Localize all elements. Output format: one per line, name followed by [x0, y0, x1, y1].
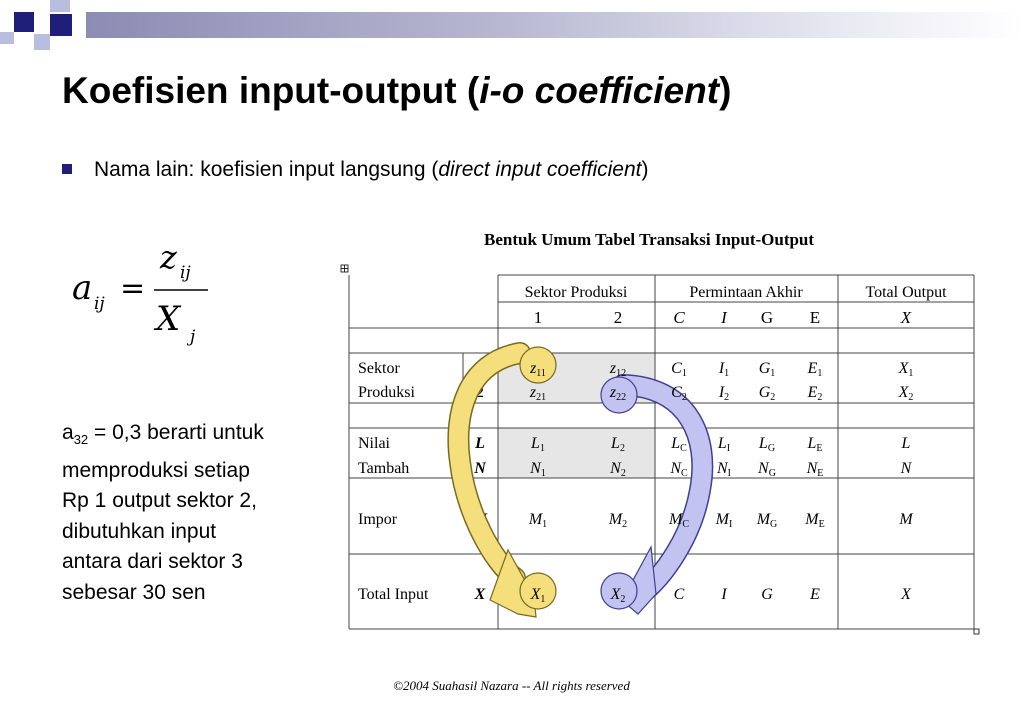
- formula-lhs-sub: ij: [94, 294, 105, 314]
- subheader-i: I: [721, 308, 727, 327]
- explanation-line-4: dibutuhkan input: [62, 519, 217, 543]
- explanation-text: [62, 418, 332, 608]
- anchor-mark-corner-icon: [974, 629, 979, 634]
- bullet-square-icon: [62, 164, 72, 174]
- subheader-e: E: [809, 308, 821, 327]
- bullet-italic: direct input coefficient: [438, 158, 642, 181]
- row-label-tambah: Tambah: [358, 460, 410, 477]
- formula-denominator-sub: j: [190, 327, 196, 347]
- row-label-nilai: Nilai: [358, 435, 390, 452]
- subheader-x: X: [900, 308, 912, 327]
- corner-square-lavender-2: [34, 34, 50, 50]
- cell-r3-c2: L2: [611, 435, 625, 454]
- subheader-2: 2: [613, 308, 623, 327]
- cell-r6-c5: G: [761, 586, 773, 603]
- copyright-footer: ©2004 Suahasil Nazara -- All rights reserved: [393, 678, 630, 693]
- row-label-sektor: Sektor: [358, 360, 400, 377]
- title-main: Koefisien input-output (: [62, 70, 480, 111]
- table-title: Bentuk Umum Tabel Transaksi Input-Output: [484, 230, 815, 249]
- explanation-line-5: antara dari sektor 3: [62, 550, 243, 574]
- cell-r6-c2: X2: [610, 586, 626, 605]
- cell-r5-c4: MI: [715, 511, 733, 530]
- row-label-total-input: Total Input: [358, 586, 429, 603]
- subheader-1: 1: [533, 308, 543, 327]
- title-close: ): [719, 70, 732, 111]
- header-gradient-bar: [86, 12, 1023, 38]
- subheader-c: C: [673, 308, 685, 327]
- explanation-line-3: Rp 1 output sektor 2,: [62, 489, 257, 513]
- cell-r4-c7: N: [900, 460, 912, 477]
- cell-r5-c2: M2: [608, 511, 628, 530]
- formula-equals: =: [120, 271, 146, 306]
- cell-r3-c3: LC: [671, 435, 687, 454]
- row-code-2: 2: [476, 384, 484, 401]
- cell-r1-c3: C1: [671, 360, 687, 379]
- cell-r2-c6: E2: [807, 384, 823, 403]
- header-total-output: Total Output: [865, 284, 947, 301]
- corner-square-lavender-3: [0, 32, 14, 44]
- cell-r1-c7: X1: [898, 360, 914, 379]
- bullet-text: Nama lain: koefisien input langsung (: [94, 158, 439, 181]
- cell-r2-c2: z22: [609, 384, 627, 403]
- cell-r6-c3: C: [673, 586, 685, 603]
- cell-r3-c1: L1: [531, 435, 545, 454]
- title-italic: i-o coefficient: [479, 70, 720, 111]
- header-sektor-produksi: Sektor Produksi: [524, 284, 628, 301]
- cell-r3-c6: LE: [807, 435, 823, 454]
- cell-r1-c4: I1: [718, 360, 730, 379]
- explanation-line-2: memproduksi setiap: [62, 458, 250, 482]
- explanation-a: a: [62, 421, 74, 444]
- cell-r4-c4: NI: [716, 460, 732, 479]
- row-labels: [358, 360, 429, 603]
- cell-r5-c3: MC: [669, 511, 689, 530]
- cell-r4-c3: NC: [670, 460, 688, 479]
- explanation-first-text: = 0,3 berarti untuk: [88, 421, 264, 444]
- cell-r2-c7: X2: [898, 384, 914, 403]
- cell-r6-c6: E: [810, 586, 820, 603]
- cell-r1-c6: E1: [807, 360, 823, 379]
- cell-r5-c7: M: [899, 511, 913, 528]
- row-code-x: X: [474, 586, 486, 603]
- cell-r2-c1: z21: [529, 384, 547, 403]
- cell-r4-c6: NE: [806, 460, 824, 479]
- cell-r4-c1: N1: [530, 460, 546, 479]
- corner-square-navy: [14, 12, 34, 32]
- row-code-1: 1: [476, 360, 484, 377]
- formula-denominator: X: [156, 299, 181, 339]
- cell-r1-c2: z12: [609, 360, 627, 379]
- cell-r3-c7: L: [901, 435, 911, 452]
- cell-r2-c5: G2: [758, 384, 776, 403]
- subheader-g: G: [760, 308, 774, 327]
- bullet-item: [62, 158, 648, 182]
- cell-r5-c6: ME: [805, 511, 825, 530]
- explanation-line-6: sebesar 30 sen: [62, 580, 206, 604]
- row-label-produksi: Produksi: [358, 384, 415, 401]
- cell-r5-c1: M1: [528, 511, 548, 530]
- cell-r5-c5: MG: [756, 511, 778, 530]
- slide-title: [62, 70, 731, 112]
- cell-r4-c5: NG: [758, 460, 776, 479]
- coefficient-formula: [70, 232, 220, 352]
- cell-r6-c1: X1: [530, 586, 546, 605]
- cell-r6-c7: X: [901, 586, 911, 603]
- corner-square-navy-2: [50, 14, 72, 36]
- corner-square-lavender: [50, 0, 70, 12]
- cell-r4-c2: N2: [610, 460, 626, 479]
- table-subheaders: [534, 308, 912, 327]
- formula-numerator-sub: ij: [180, 263, 191, 283]
- row-code-n: N: [474, 460, 486, 477]
- bullet-close: ): [641, 158, 649, 181]
- cell-r6-c4: I: [721, 586, 727, 603]
- cell-r3-c5: LG: [758, 435, 776, 454]
- row-label-impor: Impor: [358, 511, 398, 528]
- cell-r1-c5: G1: [758, 360, 776, 379]
- io-table-figure: [338, 222, 988, 642]
- explanation-line-1: [62, 418, 332, 456]
- row-code-m: M: [472, 511, 488, 528]
- formula-lhs-base: a: [72, 268, 93, 308]
- cell-r3-c4: LI: [717, 435, 731, 454]
- shade-value-added: [498, 428, 655, 478]
- explanation-a-sub: 32: [73, 432, 89, 448]
- cell-r2-c3: C2: [671, 384, 687, 403]
- cell-r2-c4: I2: [718, 384, 730, 403]
- table-headers: [525, 284, 947, 301]
- header-permintaan-akhir: Permintaan Akhir: [689, 284, 803, 301]
- row-code-l: L: [475, 435, 485, 452]
- formula-numerator: z: [160, 238, 177, 276]
- cell-r1-c1: z11: [530, 360, 546, 379]
